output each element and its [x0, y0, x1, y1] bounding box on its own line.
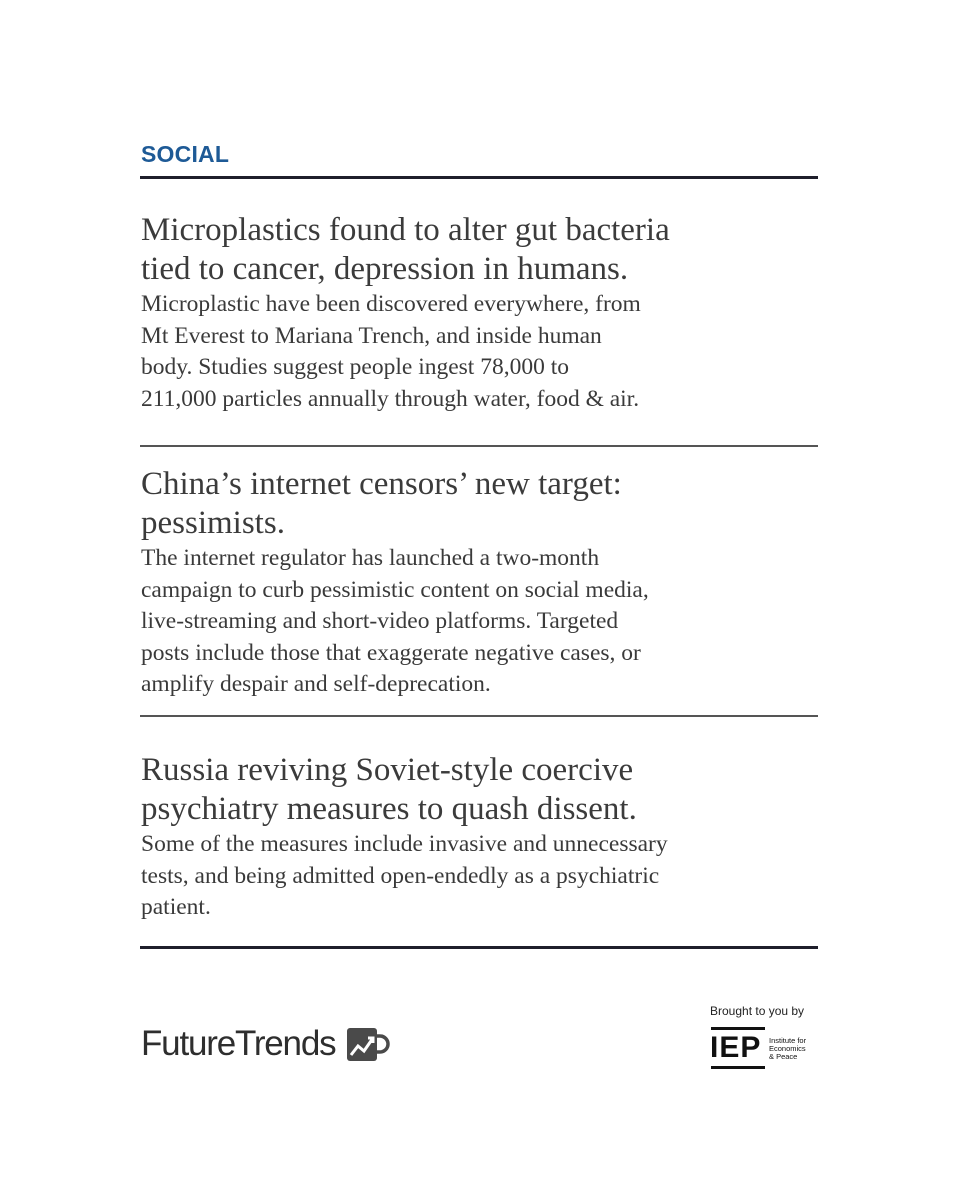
- body-line: live-streaming and short-video platforms. Targeted: [141, 608, 619, 634]
- body-line: Mt Everest to Mariana Trench, and inside human: [141, 322, 602, 349]
- sponsor-intro: Brought to you by: [710, 1004, 805, 1018]
- article-2-body: [141, 543, 801, 701]
- headline-line: China’s internet censors’ new target:: [141, 466, 622, 502]
- iep-acronym: IEP: [710, 1031, 762, 1064]
- article-2-headline: [141, 465, 801, 543]
- body-line: body. Studies suggest people ingest 78,000 to: [141, 354, 569, 380]
- body-line: Microplastic have been discovered everywhere, from: [141, 291, 641, 317]
- article-divider: [140, 715, 818, 717]
- future-trends-logo: [141, 1022, 391, 1066]
- body-line: Some of the measures include invasive and unnecessary: [141, 831, 668, 857]
- headline-line: psychiatry measures to quash dissent.: [141, 791, 637, 827]
- section-bottom-rule: [140, 946, 818, 949]
- iep-name-line: Economics: [769, 1044, 806, 1053]
- article-1-body: [141, 289, 801, 415]
- headline-line: tied to cancer, depression in humans.: [141, 251, 629, 287]
- article-3-headline: [141, 751, 801, 829]
- headline-line: Russia reviving Soviet-style coercive: [141, 752, 634, 788]
- iep-logo: [710, 1027, 820, 1073]
- iep-logo-top-bar: [711, 1027, 765, 1030]
- article-3-body: [141, 829, 801, 924]
- body-line: tests, and being admitted open-endedly as a psychiatric: [141, 862, 660, 889]
- article-2: [141, 465, 801, 701]
- body-line: posts include those that exaggerate negative cases, or: [141, 639, 641, 666]
- body-line: amplify despair and self-deprecation.: [141, 671, 491, 697]
- mug-trend-icon: [345, 1024, 391, 1064]
- body-line: campaign to curb pessimistic content on social media,: [141, 576, 649, 603]
- sponsor-block: [710, 1003, 820, 1073]
- article-divider: [140, 445, 818, 447]
- body-line: The internet regulator has launched a two-month: [141, 545, 600, 571]
- article-3: [141, 751, 801, 924]
- headline-line: Microplastics found to alter gut bacteria: [141, 212, 670, 248]
- section-top-rule: [140, 176, 818, 179]
- article-1-headline: [141, 211, 801, 289]
- article-1: [141, 211, 801, 415]
- brand-wordmark: FutureTrends: [141, 1024, 336, 1063]
- headline-line: pessimists.: [141, 505, 285, 541]
- body-line: patient.: [141, 894, 211, 920]
- iep-name-line: Institute for: [769, 1037, 807, 1045]
- iep-name-line: & Peace: [769, 1052, 798, 1061]
- body-line: 211,000 particles annually through water, food & air.: [141, 385, 640, 412]
- iep-full-name: [769, 1037, 819, 1061]
- section-label: SOCIAL: [141, 141, 230, 167]
- iep-logo-bottom-bar: [711, 1066, 765, 1069]
